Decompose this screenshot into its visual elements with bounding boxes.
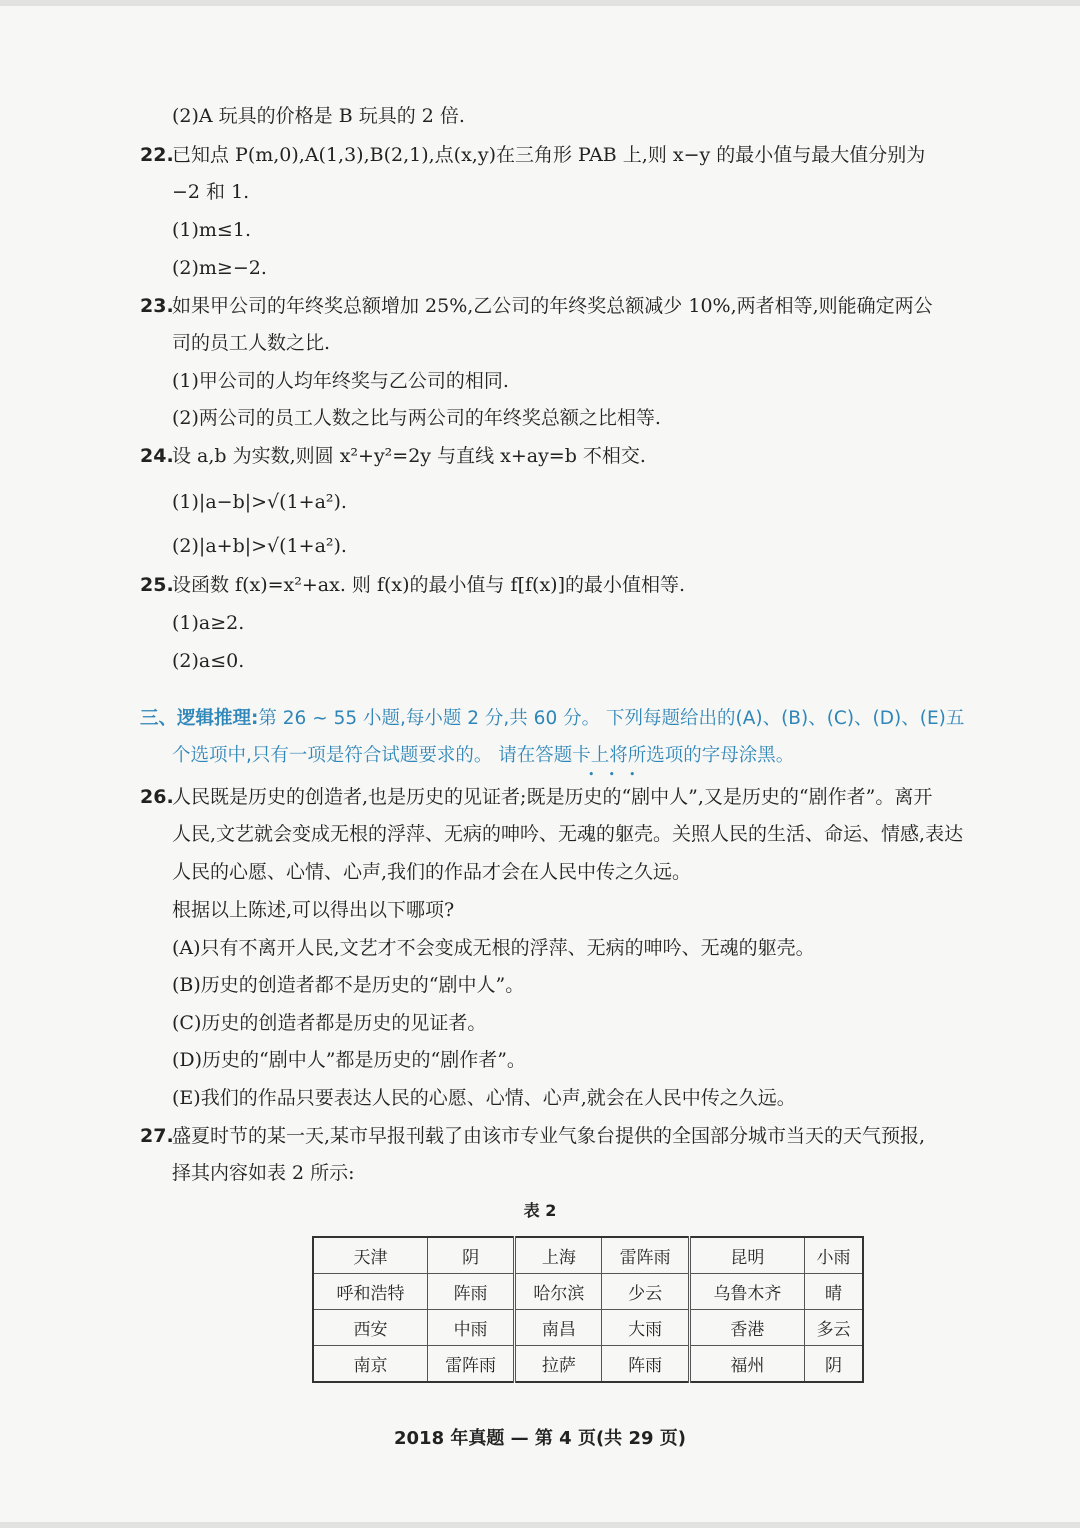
city-cell: 南京 [313, 1346, 427, 1383]
city-cell: 上海 [515, 1237, 602, 1274]
q26-option-b: (B)历史的创造者都不是历史的“剧中人”。 [172, 974, 525, 996]
q26-option-e: (E)我们的作品只要表达人民的心愿、心情、心声,就会在人民中传之久远。 [172, 1087, 796, 1109]
city-cell: 西安 [313, 1310, 427, 1346]
weather-cell: 阴 [427, 1237, 514, 1274]
section-rules: 第 26 ~ 55 小题,每小题 2 分,共 60 分。 下列每题给出的(A)、(B)、(C)、(D)、(E)五 [258, 708, 965, 729]
q26-stem-line-2: 人民,文艺就会变成无根的浮萍、无病的呻吟、无魂的躯壳。关照人民的生活、命运、情感,表达 [172, 823, 964, 845]
weather-cell: 阵雨 [602, 1346, 689, 1383]
q21-condition-2: (2)A 玩具的价格是 B 玩具的 2 倍. [172, 105, 465, 127]
question-stem: 设 a,b 为实数,则圆 x²+y²=2y 与直线 x+ay=b 不相交. [172, 445, 646, 467]
city-cell: 昆明 [689, 1237, 804, 1274]
q26-stem-line-3: 人民的心愿、心情、心声,我们的作品才会在人民中传之久远。 [172, 861, 692, 883]
scan-bottom-edge [0, 1522, 1080, 1528]
q25-condition-1: (1)a≥2. [172, 612, 245, 634]
weather-cell: 阵雨 [427, 1274, 514, 1310]
weather-cell: 大雨 [602, 1310, 689, 1346]
section-three-instructions-cont: 个选项中,只有一项是符合试题要求的。 请在答题卡上将所选项的字母涂黑。 [172, 745, 795, 766]
question-number: 22. [140, 144, 174, 166]
weather-cell: 雷阵雨 [427, 1346, 514, 1383]
city-cell: 福州 [689, 1346, 804, 1383]
q23-stem-cont: 司的员工人数之比. [172, 332, 331, 354]
weather-cell: 少云 [602, 1274, 689, 1310]
city-cell: 天津 [313, 1237, 427, 1274]
weather-cell: 多云 [805, 1310, 864, 1346]
question-number: 27. [140, 1125, 174, 1147]
emphasis-dots: ••• [588, 768, 650, 781]
question-number: 23. [140, 295, 174, 317]
weather-cell: 中雨 [427, 1310, 514, 1346]
weather-cell: 晴 [805, 1274, 864, 1310]
q26-option-d: (D)历史的“剧中人”都是历史的“剧作者”。 [172, 1049, 526, 1071]
weather-cell: 雷阵雨 [602, 1237, 689, 1274]
q22-condition-2: (2)m≥−2. [172, 257, 267, 279]
q27-stem-cont: 择其内容如表 2 所示: [172, 1162, 355, 1184]
question-stem: 人民既是历史的创造者,也是历史的见证者;既是历史的“剧中人”,又是历史的“剧作者”。离开 [172, 786, 933, 808]
q24-condition-2: (2)|a+b|>√(1+a²). [172, 535, 347, 557]
section-title: 三、逻辑推理: [140, 708, 259, 729]
q24-condition-1: (1)|a−b|>√(1+a²). [172, 491, 347, 513]
question-stem: 已知点 P(m,0),A(1,3),B(2,1),点(x,y)在三角形 PAB 上,则 x−y 的最小值与最大值分别为 [172, 144, 926, 166]
city-cell: 呼和浩特 [313, 1274, 427, 1310]
question-stem: 设函数 f(x)=x²+ax. 则 f(x)的最小值与 f[f(x)]的最小值相等. [172, 574, 686, 596]
q22-condition-1: (1)m≤1. [172, 219, 251, 241]
q23-condition-1: (1)甲公司的人均年终奖与乙公司的相同. [172, 370, 509, 392]
table-row [313, 1237, 863, 1274]
question-number: 24. [140, 445, 174, 467]
q22-stem-cont: −2 和 1. [172, 181, 250, 203]
weather-table [312, 1236, 864, 1383]
city-cell: 乌鲁木齐 [689, 1274, 804, 1310]
section-three-instructions [0, 707, 1040, 731]
city-cell: 南昌 [515, 1310, 602, 1346]
table-row [313, 1310, 863, 1346]
q26-option-c: (C)历史的创造者都是历史的见证者。 [172, 1012, 487, 1034]
q26-option-a: (A)只有不离开人民,文艺才不会变成无根的浮萍、无病的呻吟、无魂的躯壳。 [172, 937, 815, 959]
question-stem: 如果甲公司的年终奖总额增加 25%,乙公司的年终奖总额减少 10%,两者相等,则能确定两公 [172, 295, 933, 317]
city-cell: 拉萨 [515, 1346, 602, 1383]
question-number: 25. [140, 574, 174, 596]
table-caption: 表 2 [523, 1201, 557, 1220]
question-number: 26. [140, 786, 174, 808]
scan-top-edge [0, 0, 1080, 6]
city-cell: 香港 [689, 1310, 804, 1346]
weather-cell: 阴 [805, 1346, 864, 1383]
city-cell: 哈尔滨 [515, 1274, 602, 1310]
weather-cell: 小雨 [805, 1237, 864, 1274]
q23-condition-2: (2)两公司的员工人数之比与两公司的年终奖总额之比相等. [172, 407, 661, 429]
q26-prompt: 根据以上陈述,可以得出以下哪项? [172, 899, 455, 921]
question-stem: 盛夏时节的某一天,某市早报刊载了由该市专业气象台提供的全国部分城市当天的天气预报, [172, 1125, 926, 1147]
table-row [313, 1274, 863, 1310]
page-footer: 2018 年真题 — 第 4 页(共 29 页) [394, 1428, 686, 1449]
q25-condition-2: (2)a≤0. [172, 650, 245, 672]
table-row [313, 1346, 863, 1383]
